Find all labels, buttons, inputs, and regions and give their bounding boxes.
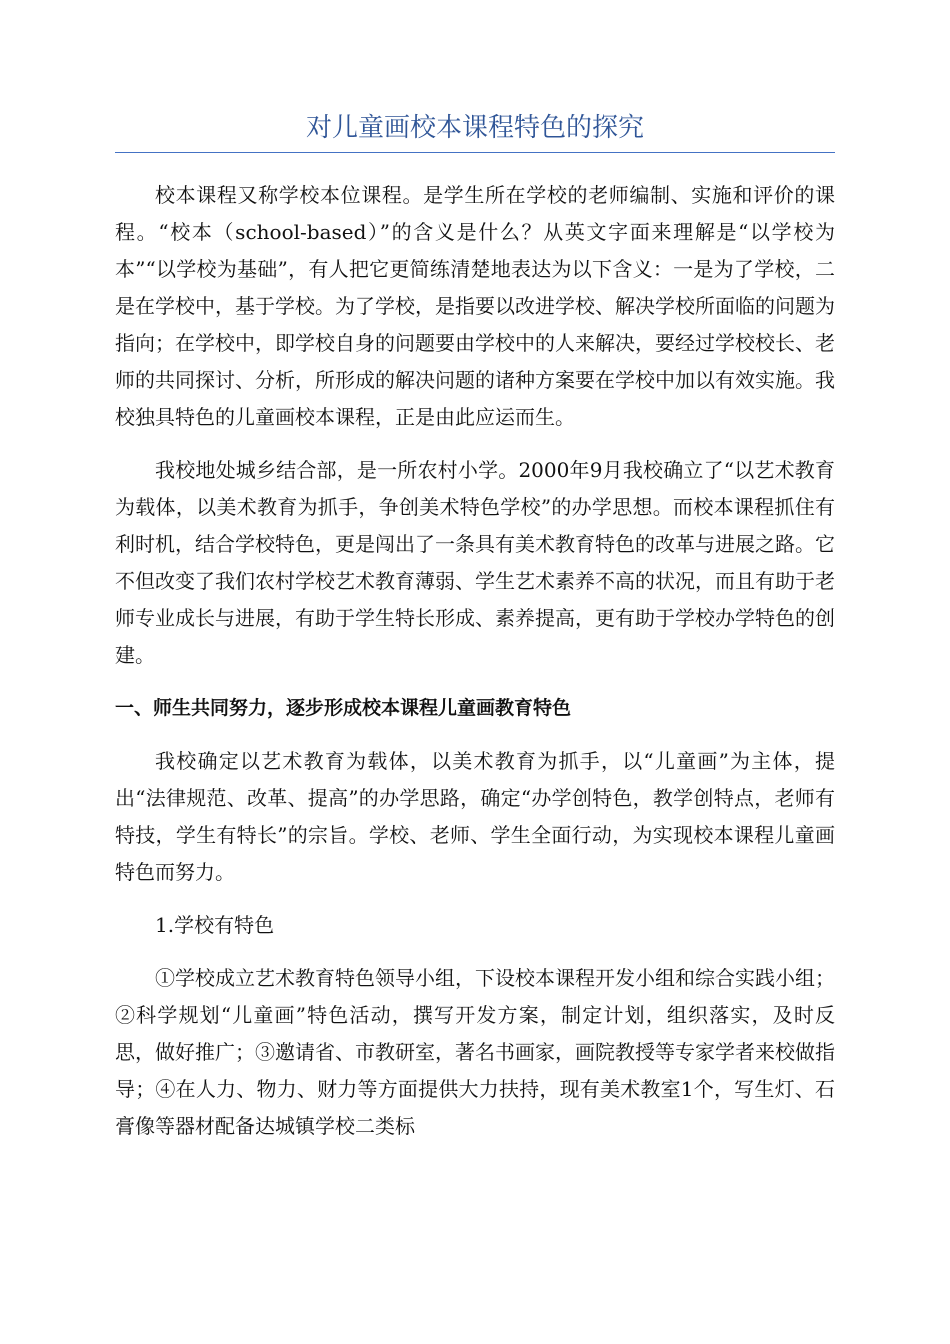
paragraph-school-measures: ①学校成立艺术教育特色领导小组，下设校本课程开发小组和综合实践小组；②科学规划“儿童画”特色活动，撰写开发方案，制定计划，组织落实，及时反思，做好推广；③邀请省、市教研室，著名书画家，画院教授等专家学者来校做指导；④在人力、物力、财力等方面提供大力扶持，现有美术教室1个，写生灯、石膏像等器材配备达城镇学校二类标 xyxy=(115,966,835,1138)
subsection-heading: 1.学校有特色 xyxy=(155,913,275,937)
document-body xyxy=(115,177,835,1145)
document-page xyxy=(115,108,835,1145)
paragraph-background: 我校地处城乡结合部，是一所农村小学。2000年9月我校确立了“以艺术教育为载体，以美术教育为抓手，争创美术特色学校”的办学思想。而校本课程抓住有利时机，结合学校特色，更是闯出了一条具有美术教育特色的改革与进展之路。它不但改变了我们农村学校艺术教育薄弱、学生艺术素养不高的状况，而且有助于老师专业成长与进展，有助于学生特长形成、素养提高，更有助于学校办学特色的创建。 xyxy=(115,458,835,667)
paragraph-section-intro: 我校确定以艺术教育为载体，以美术教育为抓手，以“儿童画”为主体，提出“法律规范、改革、提高”的办学思路，确定“办学创特色，教学创特点，老师有特技，学生有特长”的宗旨。学校、老师、学生全面行动，为实现校本课程儿童画特色而努力。 xyxy=(115,749,835,884)
section-heading: 一、师生共同努力，逐步形成校本课程儿童画教育特色 xyxy=(115,697,572,719)
paragraph-intro: 校本课程又称学校本位课程。是学生所在学校的老师编制、实施和评价的课程。“校本（school-based）”的含义是什么？从英文字面来理解是“以学校为本”“以学校为基础”，有人把它更简练清楚地表达为以下含义：一是为了学校，二是在学校中，基于学校。为了学校，是指要以改进学校、解决学校所面临的问题为指向；在学校中，即学校自身的问题要由学校中的人来解决，要经过学校校长、老师的共同探讨、分析，所形成的解决问题的诸种方案要在学校中加以有效实施。我校独具特色的儿童画校本课程，正是由此应运而生。 xyxy=(115,183,835,429)
document-title: 对儿童画校本课程特色的探究 xyxy=(115,108,835,153)
